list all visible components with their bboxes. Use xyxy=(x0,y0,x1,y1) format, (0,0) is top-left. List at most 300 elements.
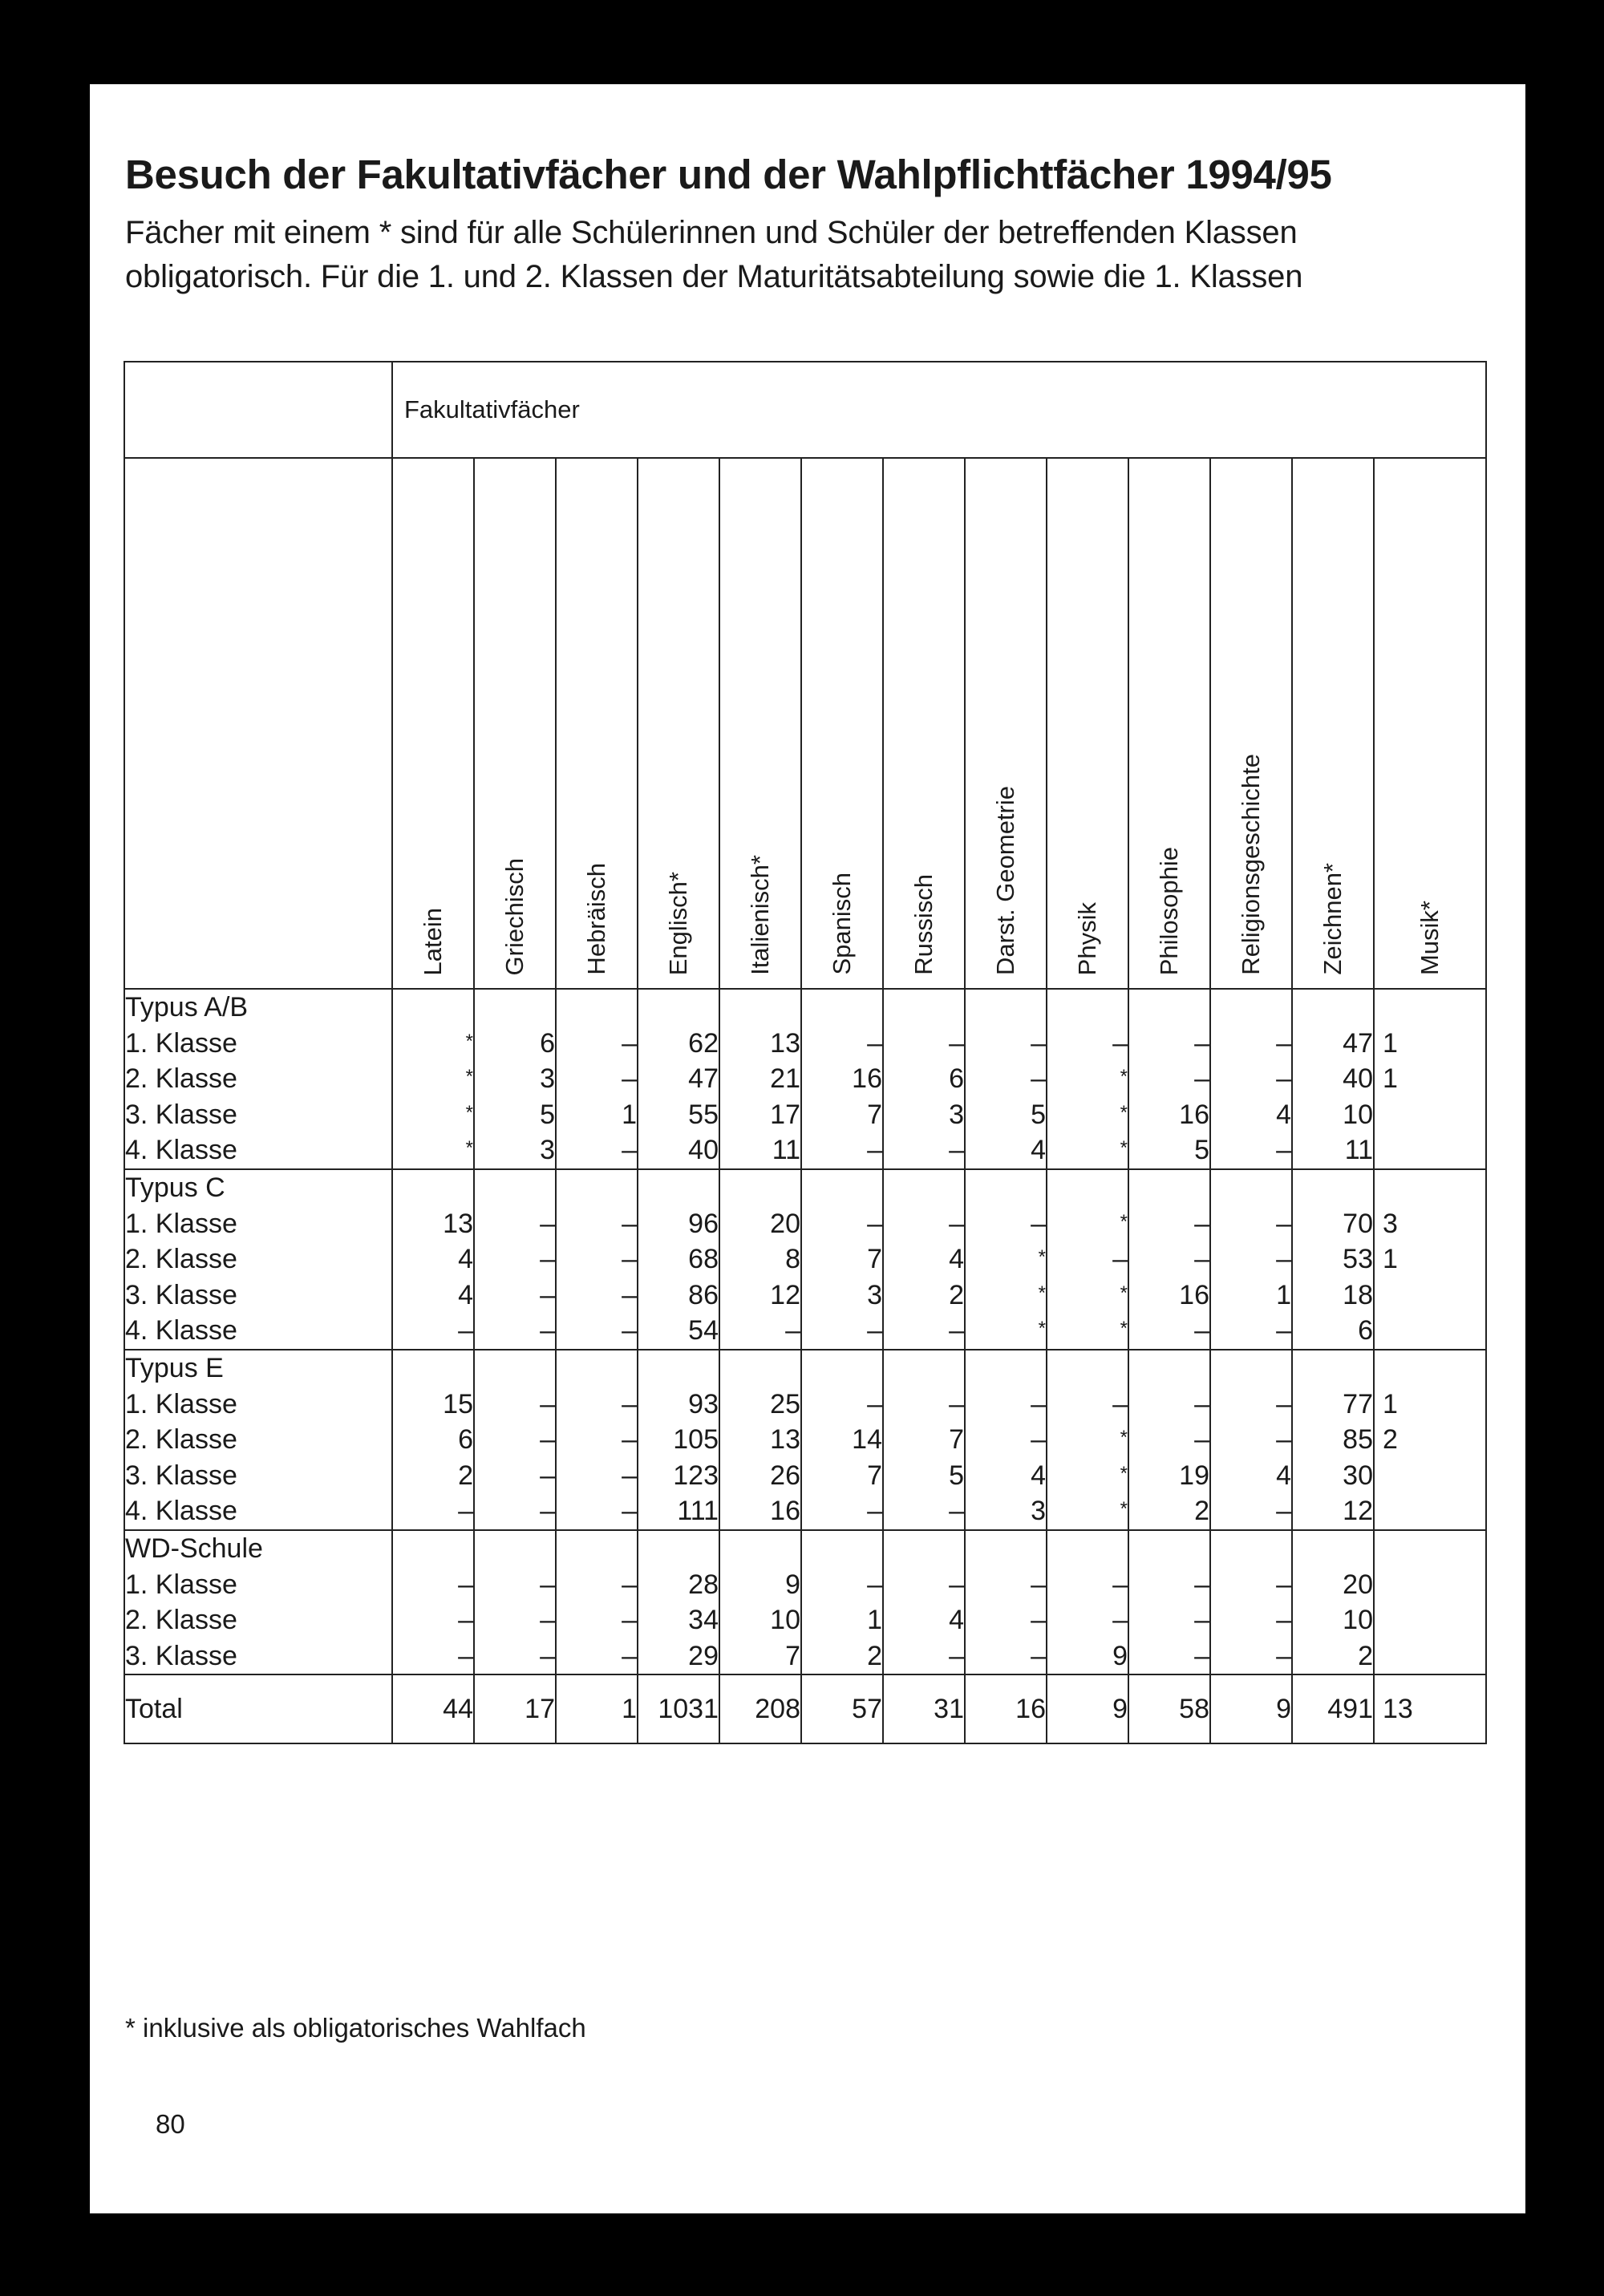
table-cell: – xyxy=(1194,1027,1209,1059)
table-cell: – xyxy=(622,1063,637,1095)
column-header xyxy=(392,458,474,989)
group-name: Typus C xyxy=(125,1172,225,1203)
table-cell: 12 xyxy=(1343,1496,1373,1527)
table-cell: 3 xyxy=(1031,1496,1046,1527)
table-cell: – xyxy=(458,1315,473,1346)
table-cell: 28 xyxy=(688,1569,719,1600)
value-column-cell xyxy=(556,1350,638,1530)
table-cell xyxy=(1383,1278,1485,1314)
table-cell: 4 xyxy=(1276,1460,1291,1491)
value-column-cell xyxy=(719,989,801,1169)
footnote: * inklusive als obligatorisches Wahlfach xyxy=(125,2013,586,2043)
table-cell: 55 xyxy=(688,1099,719,1130)
value-column-cell xyxy=(556,1169,638,1350)
value-column-cell xyxy=(1292,1530,1374,1674)
table-cell: – xyxy=(622,1135,637,1166)
corner-cell xyxy=(124,362,392,458)
group-header-fakultativ: Fakultativfächer xyxy=(392,362,1486,458)
table-cell: – xyxy=(1112,1027,1128,1059)
table-cell: – xyxy=(1194,1424,1209,1456)
table-cell: – xyxy=(949,1208,964,1239)
table-cell: – xyxy=(867,1135,882,1166)
table-cell: – xyxy=(622,1496,637,1527)
value-column-cell xyxy=(1047,989,1128,1169)
table-cell: – xyxy=(622,1315,637,1346)
table-cell: 34 xyxy=(688,1605,719,1636)
value-column-cell xyxy=(474,1350,556,1530)
total-value: 208 xyxy=(719,1674,801,1743)
table-cell xyxy=(1383,1638,1485,1674)
value-column-cell xyxy=(638,989,719,1169)
table-cell: – xyxy=(1194,1388,1209,1419)
table-cell: – xyxy=(785,1315,800,1346)
table-cell: 105 xyxy=(673,1424,719,1456)
table-cell: 96 xyxy=(688,1208,719,1239)
row-label: 1. Klasse xyxy=(125,1388,237,1419)
table-cell: – xyxy=(867,1496,882,1527)
table-cell: 20 xyxy=(770,1208,800,1239)
table-cell: – xyxy=(622,1569,637,1600)
table-cell: 5 xyxy=(1194,1135,1209,1166)
table-cell: 6 xyxy=(1358,1315,1373,1346)
table-cell: – xyxy=(949,1569,964,1600)
total-label: Total xyxy=(124,1674,392,1743)
table-cell: – xyxy=(540,1496,555,1527)
row-label: 3. Klasse xyxy=(125,1279,237,1310)
table-cell: 11 xyxy=(772,1135,800,1166)
value-column-cell xyxy=(719,1350,801,1530)
table-cell xyxy=(1383,1602,1485,1638)
table-cell: – xyxy=(540,1388,555,1419)
table-cell: * xyxy=(1120,1101,1128,1124)
total-value: 44 xyxy=(392,1674,474,1743)
table-cell: – xyxy=(1276,1640,1291,1671)
table-cell: 40 xyxy=(688,1135,719,1166)
table-cell xyxy=(1383,1132,1485,1168)
table-cell: 6 xyxy=(540,1027,555,1059)
value-column-cell xyxy=(556,1530,638,1674)
table-cell: – xyxy=(1194,1244,1209,1275)
table-cell: 5 xyxy=(540,1099,555,1130)
table-cell: – xyxy=(1276,1315,1291,1346)
table-cell: 8 xyxy=(785,1244,800,1275)
value-column-cell xyxy=(965,1350,1047,1530)
value-column-cell xyxy=(1210,1169,1292,1350)
total-value: 9 xyxy=(1047,1674,1128,1743)
table-cell: – xyxy=(540,1460,555,1491)
value-column-cell xyxy=(801,1350,883,1530)
table-cell: 53 xyxy=(1343,1244,1373,1275)
row-label: 4. Klasse xyxy=(125,1315,237,1346)
column-header-label: Musik* xyxy=(1416,900,1444,975)
value-column-cell xyxy=(883,989,965,1169)
value-column-cell xyxy=(719,1169,801,1350)
table-cell: – xyxy=(622,1640,637,1671)
table-cell: – xyxy=(540,1208,555,1239)
table-cell: – xyxy=(1031,1640,1046,1671)
table-cell: 1 xyxy=(1383,1244,1398,1275)
row-label: 3. Klasse xyxy=(125,1640,237,1671)
row-label: 3. Klasse xyxy=(125,1099,237,1130)
subjects-table xyxy=(124,361,1487,1744)
table-cell: – xyxy=(540,1605,555,1636)
table-cell: 29 xyxy=(688,1640,719,1671)
table-cell: – xyxy=(1276,1135,1291,1166)
table-cell: 77 xyxy=(1343,1388,1373,1419)
table-cell: – xyxy=(867,1027,882,1059)
table-cell: 40 xyxy=(1343,1063,1373,1095)
group-block xyxy=(124,1350,1486,1530)
table-cell xyxy=(1383,1458,1485,1494)
table-cell: 4 xyxy=(458,1279,473,1310)
column-header xyxy=(474,458,556,989)
table-cell: – xyxy=(458,1496,473,1527)
value-column-cell xyxy=(392,1350,474,1530)
table-cell: – xyxy=(540,1279,555,1310)
table-cell: 16 xyxy=(1179,1099,1209,1130)
table-cell: – xyxy=(1194,1208,1209,1239)
table-cell: 11 xyxy=(1344,1135,1373,1166)
table-cell: 4 xyxy=(949,1605,964,1636)
table-cell: 10 xyxy=(770,1605,800,1636)
table-cell xyxy=(1383,1097,1485,1133)
value-column-cell xyxy=(1292,1350,1374,1530)
table-cell: * xyxy=(1038,1246,1046,1269)
table-cell xyxy=(1383,1493,1485,1529)
value-column-cell xyxy=(1210,1350,1292,1530)
table-cell: – xyxy=(867,1208,882,1239)
table-cell: 2 xyxy=(949,1279,964,1310)
table-cell: 6 xyxy=(458,1424,473,1456)
table-cell: 3 xyxy=(949,1099,964,1130)
total-value: 491 xyxy=(1292,1674,1374,1743)
value-column-cell xyxy=(392,1530,474,1674)
group-label-cell xyxy=(124,1530,392,1674)
value-column-cell xyxy=(1210,1530,1292,1674)
table-cell: * xyxy=(1120,1137,1128,1160)
table-cell: 7 xyxy=(785,1640,800,1671)
row-label: 1. Klasse xyxy=(125,1208,237,1239)
value-column-cell xyxy=(883,1169,965,1350)
table-cell: – xyxy=(1031,1063,1046,1095)
table-cell: * xyxy=(465,1137,473,1160)
table-cell: * xyxy=(1120,1210,1128,1233)
value-column-cell xyxy=(801,1530,883,1674)
value-column-cell xyxy=(1374,1169,1486,1350)
table-cell: – xyxy=(1031,1424,1046,1456)
value-column-cell xyxy=(1210,989,1292,1169)
table-cell: 13 xyxy=(770,1424,800,1456)
table-cell: 3 xyxy=(1383,1208,1398,1239)
table-cell: 17 xyxy=(770,1099,800,1130)
table-cell: – xyxy=(867,1569,882,1600)
value-column-cell xyxy=(965,989,1047,1169)
table-cell: 25 xyxy=(770,1388,800,1419)
table-cell: – xyxy=(949,1388,964,1419)
value-column-cell xyxy=(1374,1350,1486,1530)
value-column-cell xyxy=(638,1350,719,1530)
table-cell: – xyxy=(949,1640,964,1671)
column-header-label: Physik xyxy=(1073,901,1101,975)
value-column-cell xyxy=(1292,989,1374,1169)
value-column-cell xyxy=(883,1350,965,1530)
table-cell: 1 xyxy=(1383,1063,1398,1095)
table-cell: – xyxy=(622,1460,637,1491)
value-column-cell xyxy=(1374,989,1486,1169)
value-column-cell xyxy=(392,1169,474,1350)
subtitle-line-2: obligatorisch. Für die 1. und 2. Klassen der Maturitätsabteilung sowie die 1. Klassen xyxy=(125,259,1303,294)
table-cell: 20 xyxy=(1343,1569,1373,1600)
group-header-row xyxy=(124,362,1486,458)
table-cell: – xyxy=(622,1244,637,1275)
column-header xyxy=(883,458,965,989)
total-value: 57 xyxy=(801,1674,883,1743)
value-column-cell xyxy=(1047,1530,1128,1674)
table-cell: 1 xyxy=(867,1605,882,1636)
table-cell: – xyxy=(1194,1640,1209,1671)
column-header-label: Philosophie xyxy=(1155,846,1183,975)
group-label-cell xyxy=(124,989,392,1169)
total-value: 16 xyxy=(965,1674,1047,1743)
table-cell: – xyxy=(540,1244,555,1275)
total-row xyxy=(124,1674,1486,1743)
table-cell: * xyxy=(465,1030,473,1052)
value-column-cell xyxy=(638,1530,719,1674)
page-number: 80 xyxy=(156,2109,185,2139)
table-cell: 9 xyxy=(785,1569,800,1600)
table-cell: 6 xyxy=(949,1063,964,1095)
table-cell: 16 xyxy=(852,1063,882,1095)
value-column-cell xyxy=(1128,1530,1210,1674)
row-label: 1. Klasse xyxy=(125,1569,237,1600)
column-header xyxy=(1292,458,1374,989)
table-cell: 19 xyxy=(1179,1460,1209,1491)
value-column-cell xyxy=(801,989,883,1169)
table-cell: – xyxy=(867,1388,882,1419)
column-header-label: Griechisch xyxy=(500,857,529,975)
table-cell: 16 xyxy=(770,1496,800,1527)
column-header-label: Latein xyxy=(419,907,447,975)
table-cell: 47 xyxy=(688,1063,719,1095)
table-cell: 85 xyxy=(1343,1424,1373,1456)
value-column-cell xyxy=(965,1169,1047,1350)
table-cell: * xyxy=(1038,1282,1046,1304)
table-cell: * xyxy=(1120,1282,1128,1304)
value-column-cell xyxy=(392,989,474,1169)
table-cell: 86 xyxy=(688,1279,719,1310)
table-cell: 4 xyxy=(1031,1135,1046,1166)
table-cell: * xyxy=(1120,1066,1128,1088)
row-label: 3. Klasse xyxy=(125,1460,237,1491)
table-cell: 30 xyxy=(1343,1460,1373,1491)
table-cell: – xyxy=(1276,1208,1291,1239)
table-cell: 12 xyxy=(770,1279,800,1310)
table-cell: 26 xyxy=(770,1460,800,1491)
table-cell: 9 xyxy=(1112,1640,1128,1671)
table-cell: – xyxy=(1194,1605,1209,1636)
group-block xyxy=(124,1169,1486,1350)
column-header-label: Religionsgeschichte xyxy=(1237,754,1265,975)
column-header xyxy=(1374,458,1486,989)
column-header-row xyxy=(124,458,1486,989)
table-cell: – xyxy=(622,1424,637,1456)
table-cell: – xyxy=(1194,1063,1209,1095)
table-cell: – xyxy=(622,1027,637,1059)
table-cell: 16 xyxy=(1179,1279,1209,1310)
table-cell: – xyxy=(540,1640,555,1671)
table-cell: 10 xyxy=(1343,1605,1373,1636)
table-cell: – xyxy=(622,1279,637,1310)
table-cell: 54 xyxy=(688,1315,719,1346)
column-header-label: Italienisch* xyxy=(746,855,774,975)
table-cell: – xyxy=(949,1496,964,1527)
row-label: 2. Klasse xyxy=(125,1244,237,1275)
table-cell: 3 xyxy=(540,1135,555,1166)
value-column-cell xyxy=(719,1530,801,1674)
table-cell: – xyxy=(1112,1388,1128,1419)
table-cell: 7 xyxy=(867,1099,882,1130)
table-cell: – xyxy=(458,1569,473,1600)
row-label: 4. Klasse xyxy=(125,1135,237,1166)
column-header-label: Spanisch xyxy=(828,873,856,975)
value-column-cell xyxy=(1047,1350,1128,1530)
table-cell: – xyxy=(1276,1605,1291,1636)
table-cell: – xyxy=(1031,1027,1046,1059)
column-header xyxy=(719,458,801,989)
table-cell: – xyxy=(1276,1496,1291,1527)
row-label-header xyxy=(124,458,392,989)
total-value: 1031 xyxy=(638,1674,719,1743)
table-cell: * xyxy=(1120,1462,1128,1484)
table-cell: 2 xyxy=(867,1640,882,1671)
table-cell: – xyxy=(1031,1208,1046,1239)
column-header-label: Zeichnen* xyxy=(1318,863,1347,975)
table-cell: – xyxy=(458,1640,473,1671)
table-cell: – xyxy=(1276,1424,1291,1456)
table-cell: 5 xyxy=(1031,1099,1046,1130)
table-cell: – xyxy=(1031,1388,1046,1419)
table-cell: 3 xyxy=(540,1063,555,1095)
table-cell: 68 xyxy=(688,1244,719,1275)
table-cell: 13 xyxy=(443,1208,473,1239)
table-cell: 1 xyxy=(1383,1388,1398,1419)
table-cell: – xyxy=(949,1315,964,1346)
table-cell: – xyxy=(1031,1569,1046,1600)
total-value: 9 xyxy=(1210,1674,1292,1743)
group-name: Typus E xyxy=(125,1352,224,1383)
table-cell: 62 xyxy=(688,1027,719,1059)
table-cell: 1 xyxy=(1383,1027,1398,1059)
table-cell: – xyxy=(867,1315,882,1346)
row-label: 2. Klasse xyxy=(125,1424,237,1456)
column-header xyxy=(1128,458,1210,989)
subtitle-line-1: Fächer mit einem * sind für alle Schülerinnen und Schüler der betreffenden Klassen xyxy=(125,215,1298,250)
table-cell: * xyxy=(1120,1318,1128,1340)
table-cell: 2 xyxy=(1358,1640,1373,1671)
table-cell: 18 xyxy=(1343,1279,1373,1310)
table-cell: – xyxy=(1031,1605,1046,1636)
table-cell: 4 xyxy=(1276,1099,1291,1130)
table-cell: 2 xyxy=(1194,1496,1209,1527)
column-header xyxy=(801,458,883,989)
table-cell: * xyxy=(465,1101,473,1124)
table-cell: 93 xyxy=(688,1388,719,1419)
group-name: Typus A/B xyxy=(125,992,249,1022)
table-cell: – xyxy=(622,1388,637,1419)
table-cell: * xyxy=(1120,1427,1128,1449)
value-column-cell xyxy=(1128,1169,1210,1350)
group-label-cell xyxy=(124,1350,392,1530)
column-header xyxy=(965,458,1047,989)
total-value: 1 xyxy=(556,1674,638,1743)
value-column-cell xyxy=(1292,1169,1374,1350)
column-header-label: Englisch* xyxy=(664,871,692,975)
value-column-cell xyxy=(1374,1530,1486,1674)
column-header-label: Hebräisch xyxy=(582,863,610,975)
column-header xyxy=(638,458,719,989)
group-name: WD-Schule xyxy=(125,1533,263,1564)
table-cell: 111 xyxy=(677,1496,719,1527)
total-value: 31 xyxy=(883,1674,965,1743)
table-cell: 7 xyxy=(867,1460,882,1491)
value-column-cell xyxy=(801,1169,883,1350)
value-column-cell xyxy=(638,1169,719,1350)
total-value: 17 xyxy=(474,1674,556,1743)
table-cell: 70 xyxy=(1343,1208,1373,1239)
row-label: 2. Klasse xyxy=(125,1605,237,1636)
table-cell: – xyxy=(1194,1569,1209,1600)
value-column-cell xyxy=(883,1530,965,1674)
table-cell: 4 xyxy=(1031,1460,1046,1491)
table-cell: 1 xyxy=(622,1099,637,1130)
column-header-label: Darst. Geometrie xyxy=(991,785,1019,975)
table-cell: 1 xyxy=(1276,1279,1291,1310)
table-cell xyxy=(1383,1567,1485,1603)
total-value: 13 xyxy=(1374,1674,1486,1743)
table-cell: – xyxy=(1276,1569,1291,1600)
table-cell: 15 xyxy=(443,1388,473,1419)
table-body xyxy=(124,989,1486,1743)
table-cell: – xyxy=(1276,1027,1291,1059)
table-cell: * xyxy=(1120,1498,1128,1521)
value-column-cell xyxy=(556,989,638,1169)
total-value: 58 xyxy=(1128,1674,1210,1743)
table-cell: – xyxy=(1276,1388,1291,1419)
table-cell: – xyxy=(1112,1569,1128,1600)
row-label: 4. Klasse xyxy=(125,1496,237,1527)
table-cell: – xyxy=(622,1208,637,1239)
group-block xyxy=(124,989,1486,1169)
table-cell: 2 xyxy=(458,1460,473,1491)
table-cell: 3 xyxy=(867,1279,882,1310)
table-cell: 5 xyxy=(949,1460,964,1491)
table-cell: – xyxy=(540,1315,555,1346)
table-cell: – xyxy=(458,1605,473,1636)
column-header xyxy=(556,458,638,989)
table-cell: – xyxy=(949,1027,964,1059)
table-cell: – xyxy=(622,1605,637,1636)
column-header xyxy=(1047,458,1128,989)
table-cell: – xyxy=(1112,1605,1128,1636)
table-cell: * xyxy=(465,1066,473,1088)
table-cell: 7 xyxy=(949,1424,964,1456)
value-column-cell xyxy=(474,1530,556,1674)
table-cell: – xyxy=(1276,1063,1291,1095)
table-cell: 123 xyxy=(673,1460,719,1491)
row-label: 1. Klasse xyxy=(125,1027,237,1059)
column-header xyxy=(1210,458,1292,989)
row-label: 2. Klasse xyxy=(125,1063,237,1095)
